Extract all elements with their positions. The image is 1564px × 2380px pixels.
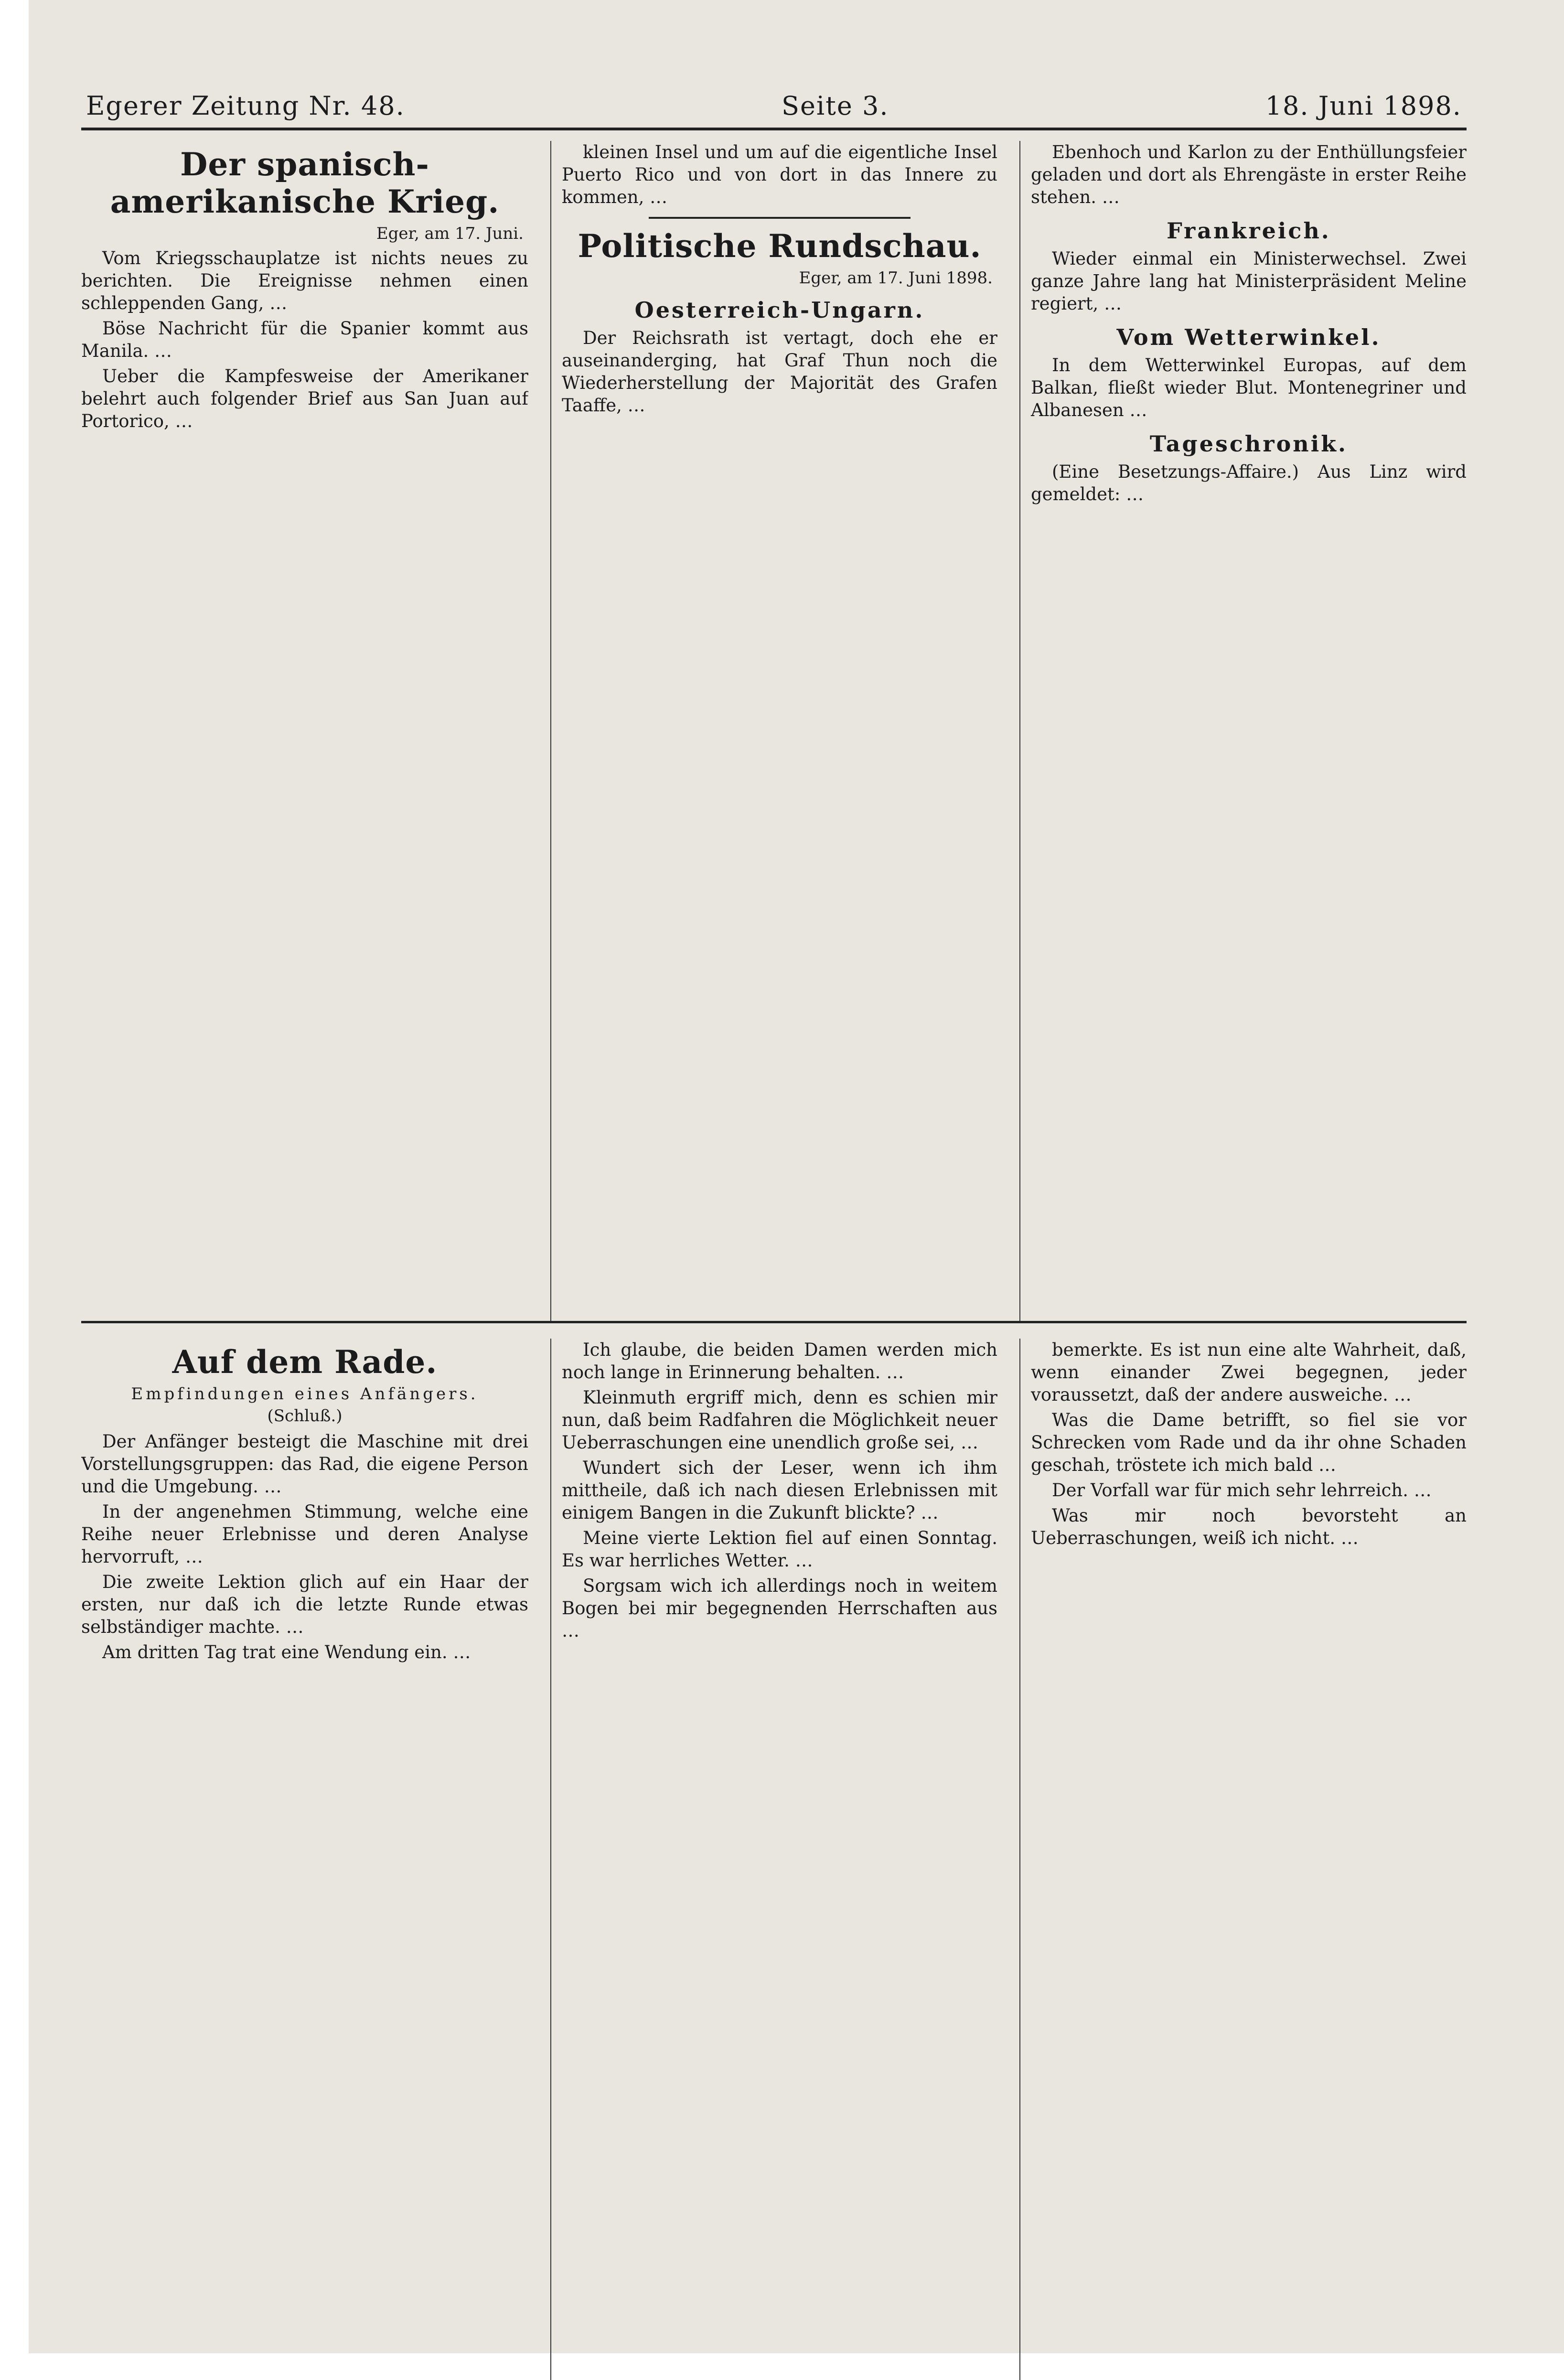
subhead-daily-chronicle: Tageschronik.	[1149, 431, 1348, 457]
article-paragraph: bemerkte. Es ist nun eine alte Wahrheit, daß, wenn einander Zwei begegnen, jeder voraussetzt, daß der andere ausweiche. …	[1031, 1340, 1467, 1405]
section-divider	[649, 217, 910, 219]
article-paragraph: Der Anfänger besteigt die Maschine mit drei Vorstellungsgruppen: das Rad, die eigene Person und die Umgebung. …	[81, 1431, 528, 1497]
article-paragraph: Ich glaube, die beiden Damen werden mich noch lange in Erinnerung behalten. …	[562, 1340, 997, 1383]
dateline: Eger, am 17. Juni 1898.	[799, 268, 993, 288]
feuilleton-title: Auf dem Rade.	[172, 1343, 438, 1381]
article-paragraph: Ebenhoch und Karlon zu der Enthüllungsfeier geladen und dort als Ehrengäste in erster Reihe stehen. …	[1031, 142, 1467, 207]
article-paragraph: Böse Nachricht für die Spanier kommt aus Manila. …	[81, 318, 528, 361]
article-paragraph: Der Vorfall war für mich sehr lehrreich. …	[1052, 1480, 1432, 1501]
header-date: 18. Juni 1898.	[1265, 91, 1462, 121]
article-paragraph: In dem Wetterwinkel Europas, auf dem Balkan, fließt wieder Blut. Montenegriner und Albanesen …	[1031, 355, 1467, 420]
subhead-balkan: Vom Wetterwinkel.	[1116, 324, 1381, 350]
bottom-column-2	[550, 1339, 997, 2380]
newspaper-page	[81, 72, 1467, 2336]
header-masthead: Egerer Zeitung Nr. 48.	[86, 91, 405, 121]
article-paragraph: Was die Dame betrifft, so fiel sie vor Schrecken vom Rade und da ihr ohne Schaden geschah, tröstete ich mich bald …	[1031, 1410, 1467, 1475]
article-paragraph: Die zweite Lektion glich auf ein Haar der ersten, nur daß ich die letzte Runde etwas selbständiger machte. …	[81, 1572, 528, 1637]
bottom-section	[81, 1323, 1467, 2380]
article-paragraph: Meine vierte Lektion fiel auf einen Sonntag. Es war herrliches Wetter. …	[562, 1528, 997, 1571]
article-paragraph: In der angenehmen Stimmung, welche eine Reihe neuer Erlebnisse und deren Analyse hervorruft, …	[81, 1501, 528, 1567]
article-paragraph: Wieder einmal ein Ministerwechsel. Zwei ganze Jahre lang hat Ministerpräsident Meline regiert, …	[1031, 248, 1467, 314]
top-section	[81, 130, 1467, 1323]
article-paragraph: Sorgsam wich ich allerdings noch in weitem Bogen bei mir begegnenden Herrschaften aus …	[562, 1576, 997, 1641]
article-title-war: Der spanisch-amerikanische Krieg.	[110, 146, 500, 220]
article-paragraph: (Eine Besetzungs-Affaire.) Aus Linz wird gemeldet: …	[1031, 461, 1467, 504]
feuilleton-note: (Schluß.)	[267, 1406, 343, 1426]
article-paragraph: Kleinmuth ergriff mich, denn es schien mir nun, daß beim Radfahren die Möglichkeit neuer Ueberraschungen eine unendlich große sei, …	[562, 1387, 997, 1453]
dateline: Eger, am 17. Juni.	[376, 224, 524, 243]
subhead-austria: Oesterreich-Ungarn.	[634, 297, 925, 323]
article-paragraph: Der Reichsrath ist vertagt, doch ehe er auseinanderging, hat Graf Thun noch die Wiederherstellung der Majorität des Grafen Taaffe, …	[562, 328, 997, 416]
bottom-column-1	[81, 1339, 528, 2380]
section-title-politics: Politische Rundschau.	[578, 227, 982, 265]
article-paragraph: kleinen Insel und um auf die eigentliche Insel Puerto Rico und von dort in das Innere zu kommen, …	[562, 142, 997, 207]
page-header	[81, 72, 1467, 130]
top-column-2	[550, 141, 997, 1321]
article-paragraph: Ueber die Kampfesweise der Amerikaner belehrt auch folgender Brief aus San Juan auf Portorico, …	[81, 366, 528, 431]
feuilleton-subtitle: Empfindungen eines Anfängers.	[131, 1384, 479, 1404]
bottom-column-3	[1019, 1339, 1467, 2380]
top-column-3	[1019, 141, 1467, 1321]
article-paragraph: Am dritten Tag trat eine Wendung ein. …	[102, 1642, 471, 1662]
article-paragraph: Vom Kriegsschauplatze ist nichts neues zu berichten. Die Ereignisse nehmen einen schleppenden Gang, …	[81, 248, 528, 313]
article-paragraph: Was mir noch bevorsteht an Ueberraschungen, weiß ich nicht. …	[1031, 1505, 1467, 1548]
article-paragraph: Wundert sich der Leser, wenn ich ihm mittheile, daß ich nach diesen Erlebnissen mit einigem Bangen in die Zukunft blickte? …	[562, 1458, 997, 1523]
top-column-1	[81, 141, 528, 1321]
header-page-number: Seite 3.	[781, 91, 889, 121]
newspaper-sheet	[29, 0, 1564, 2353]
subhead-france: Frankreich.	[1167, 218, 1331, 244]
